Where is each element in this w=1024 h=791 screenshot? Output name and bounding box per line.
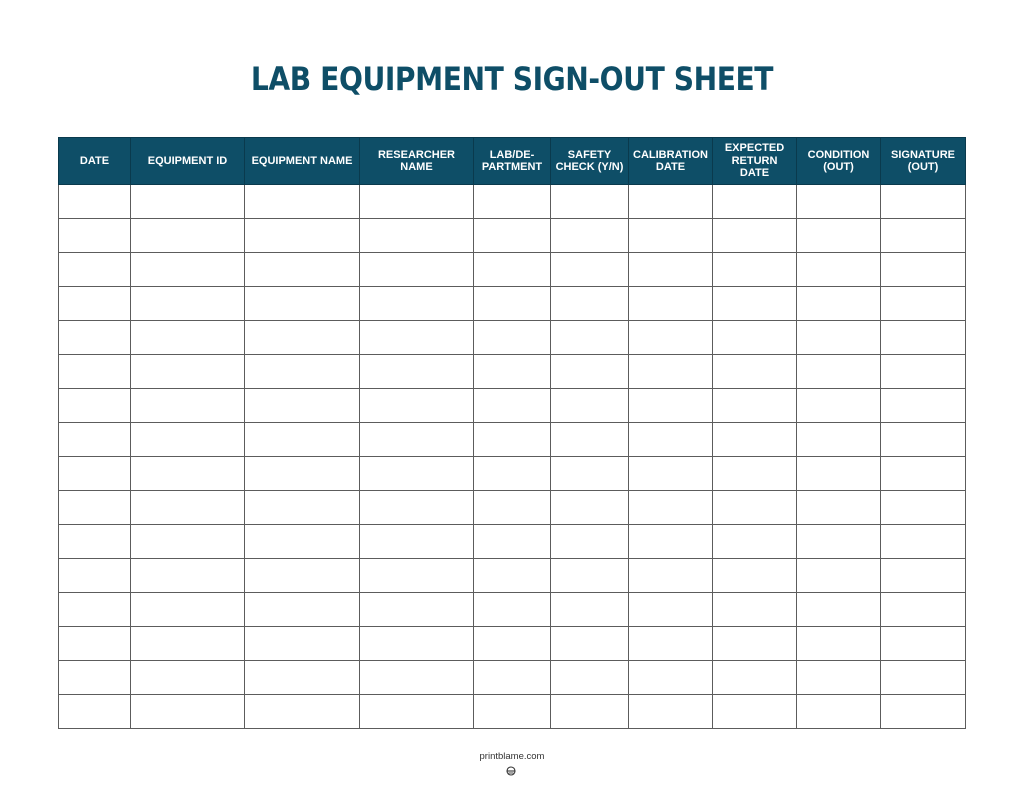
table-cell[interactable] bbox=[131, 457, 245, 491]
table-cell[interactable] bbox=[360, 559, 474, 593]
table-cell[interactable] bbox=[474, 559, 551, 593]
table-body bbox=[59, 185, 966, 729]
table-cell[interactable] bbox=[59, 457, 131, 491]
table-cell[interactable] bbox=[59, 661, 131, 695]
table-cell[interactable] bbox=[131, 321, 245, 355]
table-cell[interactable] bbox=[245, 695, 360, 729]
table-row bbox=[59, 389, 966, 423]
table-cell[interactable] bbox=[551, 593, 629, 627]
table-cell[interactable] bbox=[797, 423, 881, 457]
table-cell[interactable] bbox=[474, 695, 551, 729]
column-header-calibration-date: CALIBRATION DATE bbox=[629, 138, 713, 185]
table-cell[interactable] bbox=[59, 321, 131, 355]
table-cell[interactable] bbox=[797, 219, 881, 253]
table-cell[interactable] bbox=[551, 185, 629, 219]
table-cell[interactable] bbox=[474, 355, 551, 389]
table-cell[interactable] bbox=[551, 423, 629, 457]
table-cell[interactable] bbox=[131, 661, 245, 695]
table-cell[interactable] bbox=[713, 525, 797, 559]
table-cell[interactable] bbox=[881, 627, 966, 661]
table-cell[interactable] bbox=[131, 627, 245, 661]
table-cell[interactable] bbox=[474, 525, 551, 559]
table-cell[interactable] bbox=[360, 321, 474, 355]
table-cell[interactable] bbox=[629, 695, 713, 729]
printblame-logo-icon bbox=[506, 766, 516, 776]
table-cell[interactable] bbox=[360, 457, 474, 491]
table-cell[interactable] bbox=[245, 185, 360, 219]
table-cell[interactable] bbox=[881, 253, 966, 287]
table-cell[interactable] bbox=[797, 389, 881, 423]
table-cell[interactable] bbox=[797, 321, 881, 355]
table-cell[interactable] bbox=[245, 321, 360, 355]
column-header-equipment-name: EQUIPMENT NAME bbox=[245, 138, 360, 185]
table-row bbox=[59, 593, 966, 627]
table-cell[interactable] bbox=[797, 287, 881, 321]
table-cell[interactable] bbox=[245, 355, 360, 389]
table-cell[interactable] bbox=[474, 185, 551, 219]
table-cell[interactable] bbox=[881, 491, 966, 525]
table-cell[interactable] bbox=[881, 525, 966, 559]
table-cell[interactable] bbox=[59, 559, 131, 593]
table-cell[interactable] bbox=[713, 253, 797, 287]
table-row bbox=[59, 627, 966, 661]
table-cell[interactable] bbox=[59, 355, 131, 389]
table-cell[interactable] bbox=[360, 253, 474, 287]
table-cell[interactable] bbox=[59, 627, 131, 661]
table-cell[interactable] bbox=[474, 593, 551, 627]
table-cell[interactable] bbox=[551, 695, 629, 729]
table-cell[interactable] bbox=[797, 253, 881, 287]
table-cell[interactable] bbox=[713, 491, 797, 525]
table-cell[interactable] bbox=[131, 423, 245, 457]
table-cell[interactable] bbox=[881, 593, 966, 627]
table-cell[interactable] bbox=[713, 185, 797, 219]
table-cell[interactable] bbox=[360, 661, 474, 695]
header-row bbox=[59, 138, 966, 185]
table-cell[interactable] bbox=[59, 287, 131, 321]
table-cell[interactable] bbox=[474, 423, 551, 457]
sign-out-table bbox=[58, 137, 966, 729]
table-cell[interactable] bbox=[131, 559, 245, 593]
table-cell[interactable] bbox=[360, 219, 474, 253]
table-cell[interactable] bbox=[713, 389, 797, 423]
table-cell[interactable] bbox=[245, 525, 360, 559]
table-cell[interactable] bbox=[713, 661, 797, 695]
table-cell[interactable] bbox=[629, 185, 713, 219]
table-cell[interactable] bbox=[797, 491, 881, 525]
table-cell[interactable] bbox=[245, 287, 360, 321]
table-cell[interactable] bbox=[551, 321, 629, 355]
table-cell[interactable] bbox=[131, 355, 245, 389]
table-cell[interactable] bbox=[881, 355, 966, 389]
table-cell[interactable] bbox=[797, 457, 881, 491]
table-cell[interactable] bbox=[629, 491, 713, 525]
table-cell[interactable] bbox=[245, 389, 360, 423]
table-row bbox=[59, 287, 966, 321]
table-cell[interactable] bbox=[881, 695, 966, 729]
table-row bbox=[59, 355, 966, 389]
table-cell[interactable] bbox=[360, 355, 474, 389]
table-cell[interactable] bbox=[59, 253, 131, 287]
table-cell[interactable] bbox=[59, 389, 131, 423]
table-cell[interactable] bbox=[629, 627, 713, 661]
table-cell[interactable] bbox=[131, 593, 245, 627]
column-header-researcher-name: RESEARCHER NAME bbox=[360, 138, 474, 185]
column-header-date: DATE bbox=[59, 138, 131, 185]
table-cell[interactable] bbox=[131, 491, 245, 525]
table-cell[interactable] bbox=[797, 185, 881, 219]
sheet-title: LAB EQUIPMENT SIGN-OUT SHEET bbox=[250, 60, 774, 98]
table-cell[interactable] bbox=[713, 627, 797, 661]
table-cell[interactable] bbox=[629, 219, 713, 253]
table-cell[interactable] bbox=[360, 423, 474, 457]
table-cell[interactable] bbox=[131, 253, 245, 287]
table-cell[interactable] bbox=[629, 321, 713, 355]
column-header-condition-out: CONDITION (OUT) bbox=[797, 138, 881, 185]
table-cell[interactable] bbox=[713, 219, 797, 253]
table-cell[interactable] bbox=[629, 525, 713, 559]
table-cell[interactable] bbox=[797, 559, 881, 593]
table-cell[interactable] bbox=[551, 559, 629, 593]
table-cell[interactable] bbox=[713, 559, 797, 593]
table-cell[interactable] bbox=[474, 627, 551, 661]
table-cell[interactable] bbox=[360, 525, 474, 559]
table-cell[interactable] bbox=[629, 423, 713, 457]
table-cell[interactable] bbox=[881, 457, 966, 491]
table-cell[interactable] bbox=[474, 287, 551, 321]
table-cell[interactable] bbox=[629, 593, 713, 627]
table-cell[interactable] bbox=[245, 559, 360, 593]
table-cell[interactable] bbox=[245, 627, 360, 661]
table-cell[interactable] bbox=[797, 355, 881, 389]
table-cell[interactable] bbox=[245, 253, 360, 287]
table-cell[interactable] bbox=[131, 389, 245, 423]
table-cell[interactable] bbox=[131, 525, 245, 559]
column-header-expected-return-date: EXPECTED RETURN DATE bbox=[713, 138, 797, 185]
table-cell[interactable] bbox=[474, 321, 551, 355]
table-cell[interactable] bbox=[881, 321, 966, 355]
table-cell[interactable] bbox=[713, 287, 797, 321]
table-row bbox=[59, 559, 966, 593]
table-cell[interactable] bbox=[551, 661, 629, 695]
column-header-safety-check: SAFETY CHECK (Y/N) bbox=[551, 138, 629, 185]
table-cell[interactable] bbox=[551, 355, 629, 389]
table-cell[interactable] bbox=[474, 491, 551, 525]
table-row bbox=[59, 321, 966, 355]
table-cell[interactable] bbox=[713, 695, 797, 729]
table-cell[interactable] bbox=[881, 287, 966, 321]
table-cell[interactable] bbox=[629, 559, 713, 593]
table-cell[interactable] bbox=[245, 491, 360, 525]
table-row bbox=[59, 423, 966, 457]
table-cell[interactable] bbox=[131, 695, 245, 729]
table-cell[interactable] bbox=[629, 253, 713, 287]
table-cell[interactable] bbox=[474, 253, 551, 287]
table-cell[interactable] bbox=[551, 627, 629, 661]
table-cell[interactable] bbox=[551, 287, 629, 321]
table-row bbox=[59, 661, 966, 695]
table-cell[interactable] bbox=[131, 287, 245, 321]
table-cell[interactable] bbox=[360, 287, 474, 321]
table-cell[interactable] bbox=[881, 559, 966, 593]
table-cell[interactable] bbox=[360, 627, 474, 661]
table-cell[interactable] bbox=[551, 389, 629, 423]
table-cell[interactable] bbox=[881, 389, 966, 423]
table-cell[interactable] bbox=[131, 219, 245, 253]
table-cell[interactable] bbox=[245, 457, 360, 491]
column-header-equipment-id: EQUIPMENT ID bbox=[131, 138, 245, 185]
table-cell[interactable] bbox=[59, 593, 131, 627]
table-cell[interactable] bbox=[59, 423, 131, 457]
table-cell[interactable] bbox=[474, 219, 551, 253]
table-cell[interactable] bbox=[713, 321, 797, 355]
table-cell[interactable] bbox=[629, 287, 713, 321]
table-cell[interactable] bbox=[797, 593, 881, 627]
table-cell[interactable] bbox=[59, 525, 131, 559]
table-cell[interactable] bbox=[881, 423, 966, 457]
table-cell[interactable] bbox=[629, 355, 713, 389]
table-cell[interactable] bbox=[551, 457, 629, 491]
table-cell[interactable] bbox=[360, 695, 474, 729]
table-cell[interactable] bbox=[881, 661, 966, 695]
table-cell[interactable] bbox=[474, 661, 551, 695]
table-cell[interactable] bbox=[474, 389, 551, 423]
footer-site-name: printblame.com bbox=[479, 751, 545, 762]
table-cell[interactable] bbox=[551, 219, 629, 253]
table-row bbox=[59, 253, 966, 287]
table-row bbox=[59, 457, 966, 491]
table-cell[interactable] bbox=[797, 695, 881, 729]
table-cell[interactable] bbox=[881, 219, 966, 253]
table-cell[interactable] bbox=[551, 253, 629, 287]
table-cell[interactable] bbox=[713, 423, 797, 457]
table-row bbox=[59, 695, 966, 729]
table-cell[interactable] bbox=[131, 185, 245, 219]
table-cell[interactable] bbox=[59, 185, 131, 219]
table-cell[interactable] bbox=[474, 457, 551, 491]
table-cell[interactable] bbox=[360, 491, 474, 525]
table-cell[interactable] bbox=[713, 355, 797, 389]
table-cell[interactable] bbox=[629, 389, 713, 423]
table-cell[interactable] bbox=[245, 423, 360, 457]
table-cell[interactable] bbox=[629, 457, 713, 491]
table-cell[interactable] bbox=[551, 491, 629, 525]
table-row bbox=[59, 219, 966, 253]
table-cell[interactable] bbox=[713, 457, 797, 491]
table-cell[interactable] bbox=[245, 593, 360, 627]
column-header-lab-department: LAB/DE- PARTMENT bbox=[474, 138, 551, 185]
table-cell[interactable] bbox=[59, 219, 131, 253]
table-cell[interactable] bbox=[59, 491, 131, 525]
table-cell[interactable] bbox=[551, 525, 629, 559]
table-cell[interactable] bbox=[797, 627, 881, 661]
table-row bbox=[59, 525, 966, 559]
table-cell[interactable] bbox=[245, 219, 360, 253]
table-cell[interactable] bbox=[360, 593, 474, 627]
table-row bbox=[59, 185, 966, 219]
table-cell[interactable] bbox=[881, 185, 966, 219]
table-row bbox=[59, 491, 966, 525]
table-cell[interactable] bbox=[245, 661, 360, 695]
table-cell[interactable] bbox=[629, 661, 713, 695]
table-cell[interactable] bbox=[797, 661, 881, 695]
table-cell[interactable] bbox=[360, 185, 474, 219]
table-cell[interactable] bbox=[797, 525, 881, 559]
table-cell[interactable] bbox=[713, 593, 797, 627]
table-cell[interactable] bbox=[360, 389, 474, 423]
table-cell[interactable] bbox=[59, 695, 131, 729]
column-header-signature-out: SIGNATURE (OUT) bbox=[881, 138, 966, 185]
